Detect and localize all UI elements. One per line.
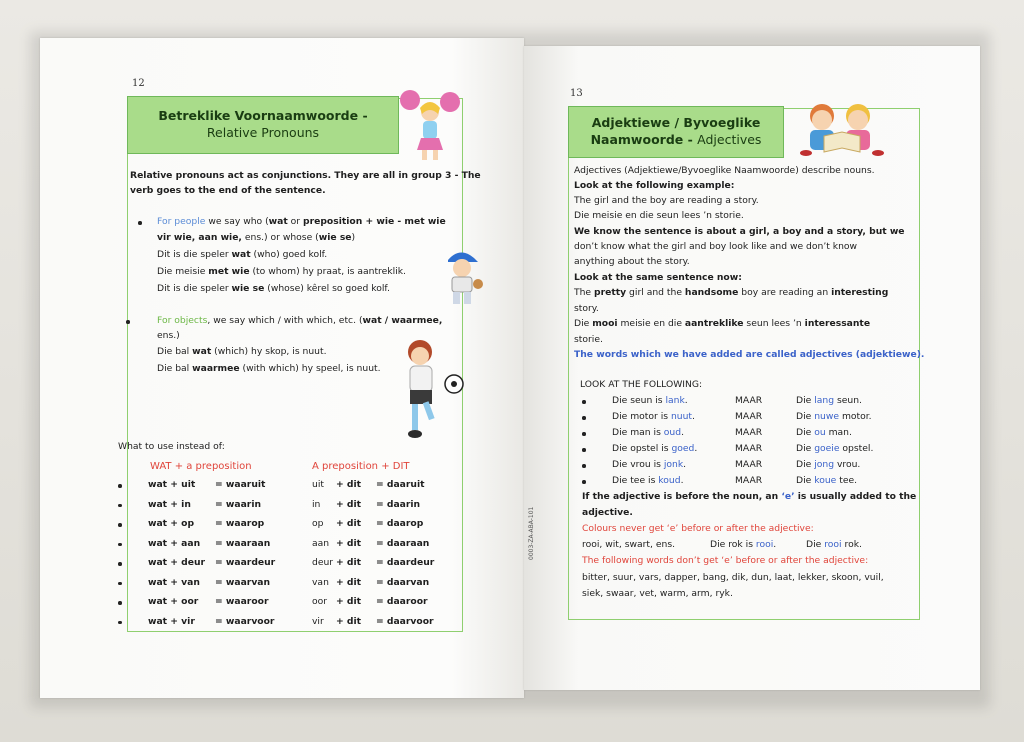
ex-text: Die meisie xyxy=(157,266,209,277)
ex-text: (who) goed kolf. xyxy=(250,249,328,260)
spine-code: 0003-ZA-ABA-101 xyxy=(528,506,535,560)
adjective-attributive xyxy=(796,396,862,406)
no-e-heading: The following words don’t get ‘e’ before or after the adjective: xyxy=(582,555,869,566)
people-line2 xyxy=(157,233,355,243)
maar-label: MAAR xyxy=(735,443,763,454)
t: Die rok is xyxy=(710,539,756,550)
bullet xyxy=(138,221,142,225)
people-line1 xyxy=(157,217,446,227)
bullet xyxy=(582,432,586,436)
adjective-predicative xyxy=(612,428,684,438)
col1-heading: WAT + a preposition xyxy=(150,461,252,472)
bullet xyxy=(118,484,122,488)
t: boy are reading an xyxy=(738,287,832,298)
ex-text: (to whom) hy praat, is aantreklik. xyxy=(249,266,406,277)
e-letter: ‘e’ xyxy=(781,491,795,502)
t: motor. xyxy=(839,411,872,422)
adj: rooi xyxy=(755,539,774,550)
t: . xyxy=(681,427,684,438)
table-cell: = waarvoor xyxy=(215,615,275,627)
t: . xyxy=(694,443,698,454)
objects-bold: wat / waarmee, xyxy=(362,315,443,326)
table-cell: + dit xyxy=(336,498,362,510)
t: man. xyxy=(825,427,852,438)
no-e-line1: bitter, suur, vars, dapper, bang, dik, dun, laat, lekker, skoon, vuil, xyxy=(582,572,884,583)
table-cell: + dit xyxy=(336,596,362,607)
ex-text: Die bal xyxy=(157,346,193,357)
table-cell: + dit xyxy=(336,518,362,529)
look-heading: LOOK AT THE FOLLOWING: xyxy=(580,379,703,390)
table-cell: = daarvan xyxy=(376,576,430,588)
t: tee. xyxy=(836,475,858,486)
table-cell: = daarin xyxy=(376,498,421,510)
ex-text: (which) hy skop, is nuut. xyxy=(211,346,327,357)
tb: interessante xyxy=(804,318,871,329)
rule-line1 xyxy=(582,492,916,502)
right-title-banner xyxy=(568,106,784,158)
table-cell: = daaraan xyxy=(376,537,430,549)
t: Die xyxy=(796,395,815,406)
t: seun lees ’n xyxy=(743,318,805,329)
left-intro-line1: Relative pronouns act as conjunctions. They are all in group 3 - The xyxy=(130,170,481,181)
adj: goeie xyxy=(814,443,840,454)
ex-text: (whose) kêrel so goed kolf. xyxy=(264,283,390,294)
ex-bold: met wie xyxy=(208,266,250,277)
table-cell: wat + vir xyxy=(148,615,195,627)
soccer-kid-clipart xyxy=(398,336,470,448)
left-page xyxy=(40,38,524,698)
table-cell: wat + oor xyxy=(148,596,199,607)
table-cell: = waardeur xyxy=(215,557,276,568)
t: . xyxy=(692,411,695,422)
page-number-right: 13 xyxy=(570,88,583,99)
table-cell: = waaroor xyxy=(215,596,269,607)
table-cell: wat + op xyxy=(148,518,195,529)
adjective-attributive xyxy=(796,428,852,438)
bullet xyxy=(582,416,586,420)
table-cell: op xyxy=(312,518,324,529)
table-cell: wat + deur xyxy=(148,557,206,568)
t: . xyxy=(684,395,688,406)
table-cell: + dit xyxy=(336,557,362,568)
objects-label: For objects xyxy=(157,315,208,326)
adjective-predicative xyxy=(612,460,686,470)
adj-line-0: Adjectives (Adjektiewe/Byvoeglike Naamwoorde) describe nouns. xyxy=(574,165,875,176)
t: Die xyxy=(796,459,815,470)
maar-label: MAAR xyxy=(735,395,763,406)
adj: oud xyxy=(663,427,682,438)
table-cell: vir xyxy=(312,615,324,627)
t: . xyxy=(683,459,687,470)
ex-bold: waarmee xyxy=(192,363,240,374)
t: Die xyxy=(806,539,825,550)
table-cell: + dit xyxy=(336,576,362,588)
table-cell: = waarvan xyxy=(215,576,271,588)
baseball-kid-clipart xyxy=(440,246,486,308)
adjective-attributive xyxy=(796,412,872,422)
people-line2-end: ) xyxy=(351,232,356,243)
people-prep: preposition + wie - met wie xyxy=(303,216,446,227)
page-number-left: 12 xyxy=(132,78,145,89)
bullet xyxy=(118,523,122,527)
maar-label: MAAR xyxy=(735,475,763,486)
pretty-line xyxy=(574,288,888,298)
no-e-line2: siek, swaar, vet, warm, arm, ryk. xyxy=(582,588,733,599)
t: Die opstel is xyxy=(612,443,672,454)
adj: lang xyxy=(814,395,835,406)
t: rok. xyxy=(841,539,862,550)
table-cell: = daarvoor xyxy=(376,615,434,627)
ex-bold: wat xyxy=(192,346,212,357)
reading-kids-clipart xyxy=(796,98,888,158)
table-cell: + dit xyxy=(336,479,362,490)
table-cell: = daaruit xyxy=(376,479,425,490)
table-cell: wat + in xyxy=(148,498,191,510)
bullet xyxy=(582,448,586,452)
table-cell: van xyxy=(312,576,329,588)
tb: pretty xyxy=(594,287,627,298)
t: seun. xyxy=(834,395,862,406)
right-subtitle xyxy=(569,132,783,149)
adj-line-4: We know the sentence is about a girl, a boy and a story, but we xyxy=(574,226,905,237)
table-cell: wat + van xyxy=(148,576,200,588)
bullet xyxy=(126,320,130,324)
tb: handsome xyxy=(684,287,739,298)
table-cell: = waarop xyxy=(215,518,265,529)
adj: nuut xyxy=(670,411,693,422)
ex-bold: wat xyxy=(231,249,251,260)
mooi-line2: storie. xyxy=(574,334,603,345)
bullet xyxy=(118,621,122,625)
table-cell: deur xyxy=(312,557,334,568)
t: Die seun is xyxy=(612,395,666,406)
maar-label: MAAR xyxy=(735,459,763,470)
bullet xyxy=(118,562,122,566)
adj: nuwe xyxy=(814,411,840,422)
people-text-b: or xyxy=(287,216,304,227)
right-subtitle-normal: Adjectives xyxy=(697,132,762,147)
cheerleader-clipart xyxy=(398,86,462,164)
table-cell: wat + aan xyxy=(148,537,201,549)
ex-text: Dit is die speler xyxy=(157,249,232,260)
t: Die tee is xyxy=(612,475,659,486)
objects-example-2 xyxy=(157,364,381,374)
instead-heading: What to use instead of: xyxy=(118,441,225,452)
t: meisie en die xyxy=(617,318,685,329)
t: . xyxy=(773,539,777,550)
ex-bold: wie se xyxy=(231,283,265,294)
table-cell: = daarop xyxy=(376,518,424,529)
adj-line-1: Look at the following example: xyxy=(574,180,735,191)
adj: goed xyxy=(671,443,695,454)
maar-label: MAAR xyxy=(735,427,763,438)
adjective-attributive xyxy=(796,476,857,486)
people-line2-rest: ens.) or whose ( xyxy=(241,232,319,243)
right-title: Adjektiewe / Byvoeglike xyxy=(591,115,761,131)
added-line: The words which we have added are called adjectives (adjektiewe). xyxy=(574,349,925,360)
ex-text: (with which) hy speel, is nuut. xyxy=(239,363,381,374)
t: Die vrou is xyxy=(612,459,664,470)
objects-line2: ens.) xyxy=(157,330,180,341)
colours-heading: Colours never get ‘e’ before or after the adjective: xyxy=(582,523,814,534)
t: Die man is xyxy=(612,427,664,438)
bullet xyxy=(582,464,586,468)
adjective-attributive xyxy=(796,460,860,470)
bullet xyxy=(118,601,122,605)
adj: jonk xyxy=(663,459,684,470)
t: Die xyxy=(796,427,815,438)
people-label: For people xyxy=(157,216,206,227)
pretty-line2: story. xyxy=(574,303,599,314)
t: vrou. xyxy=(834,459,861,470)
adjective-predicative xyxy=(612,476,684,486)
ex-text: Die bal xyxy=(157,363,193,374)
adjective-predicative xyxy=(612,396,688,406)
bullet xyxy=(582,480,586,484)
table-cell: = waaraan xyxy=(215,537,271,549)
adjective-predicative xyxy=(612,444,697,454)
bullet xyxy=(118,504,122,508)
adj-line-3: Die meisie en die seun lees ’n storie. xyxy=(574,210,744,221)
people-line2-bold: vir wie, aan wie, xyxy=(157,232,242,243)
adj: lank xyxy=(665,395,685,406)
t: opstel. xyxy=(839,443,874,454)
table-cell: = daaroor xyxy=(376,596,428,607)
t: If the adjective is before the noun, an xyxy=(582,491,782,502)
adj-line-2: The girl and the boy are reading a story. xyxy=(574,195,759,206)
table-cell: uit xyxy=(312,479,324,490)
table-cell: in xyxy=(312,498,321,510)
table-cell: = waaruit xyxy=(215,479,266,490)
t: Die xyxy=(796,411,815,422)
maar-label: MAAR xyxy=(735,411,763,422)
t: Die xyxy=(796,475,815,486)
t: Die xyxy=(796,443,815,454)
t: girl and the xyxy=(626,287,685,298)
adj-line-7: Look at the same sentence now: xyxy=(574,272,742,283)
t: . xyxy=(680,475,684,486)
people-example-3 xyxy=(157,284,390,294)
colours-list: rooi, wit, swart, ens. xyxy=(582,539,676,550)
table-cell: = waarin xyxy=(215,498,262,510)
adj: koud xyxy=(658,475,681,486)
people-example-1 xyxy=(157,250,327,260)
adj-line-6: anything about the story. xyxy=(574,256,690,267)
table-cell: = daardeur xyxy=(376,557,435,568)
adj-line-5: don’t know what the girl and boy look like and we don’t know xyxy=(574,241,858,252)
rok-example-2 xyxy=(806,540,862,550)
table-cell: aan xyxy=(312,537,330,549)
people-wie-se: wie se xyxy=(318,232,352,243)
col2-heading: A preposition + DIT xyxy=(312,461,410,472)
adj: rooi xyxy=(824,539,842,550)
adj: koue xyxy=(814,475,837,486)
right-page xyxy=(524,46,980,690)
table-cell: wat + uit xyxy=(148,479,196,490)
tb: aantreklike xyxy=(684,318,744,329)
adjective-attributive xyxy=(796,444,873,454)
bullet xyxy=(118,543,122,547)
objects-line1 xyxy=(157,316,442,326)
table-cell: oor xyxy=(312,596,328,607)
bullet xyxy=(582,400,586,404)
left-intro-line2: verb goes to the end of the sentence. xyxy=(130,185,326,196)
table-cell: + dit xyxy=(336,615,362,627)
bullet xyxy=(118,582,122,586)
people-text-a: we say who ( xyxy=(205,216,269,227)
tb: mooi xyxy=(592,318,618,329)
adjective-predicative xyxy=(612,412,695,422)
t: The xyxy=(574,287,595,298)
t: Die xyxy=(574,318,593,329)
tb: interesting xyxy=(831,287,889,298)
left-title: Betreklike Voornaamwoorde - xyxy=(158,108,368,124)
ex-text: Dit is die speler xyxy=(157,283,232,294)
left-subtitle: Relative Pronouns xyxy=(206,125,320,140)
mooi-line xyxy=(574,319,870,329)
right-subtitle-bold: Naamwoorde - xyxy=(590,132,698,147)
t: is usually added to the xyxy=(794,491,917,502)
left-title-banner xyxy=(127,96,399,154)
objects-example-1 xyxy=(157,347,327,357)
adj: ou xyxy=(814,427,826,438)
objects-text: , we say which / with which, etc. ( xyxy=(207,315,363,326)
table-cell: + dit xyxy=(336,537,362,549)
people-wat: wat xyxy=(268,216,288,227)
rok-example-1 xyxy=(710,540,776,550)
people-example-2 xyxy=(157,267,406,277)
adj: jong xyxy=(814,459,835,470)
rule-line2: adjective. xyxy=(582,507,633,518)
t: Die motor is xyxy=(612,411,671,422)
